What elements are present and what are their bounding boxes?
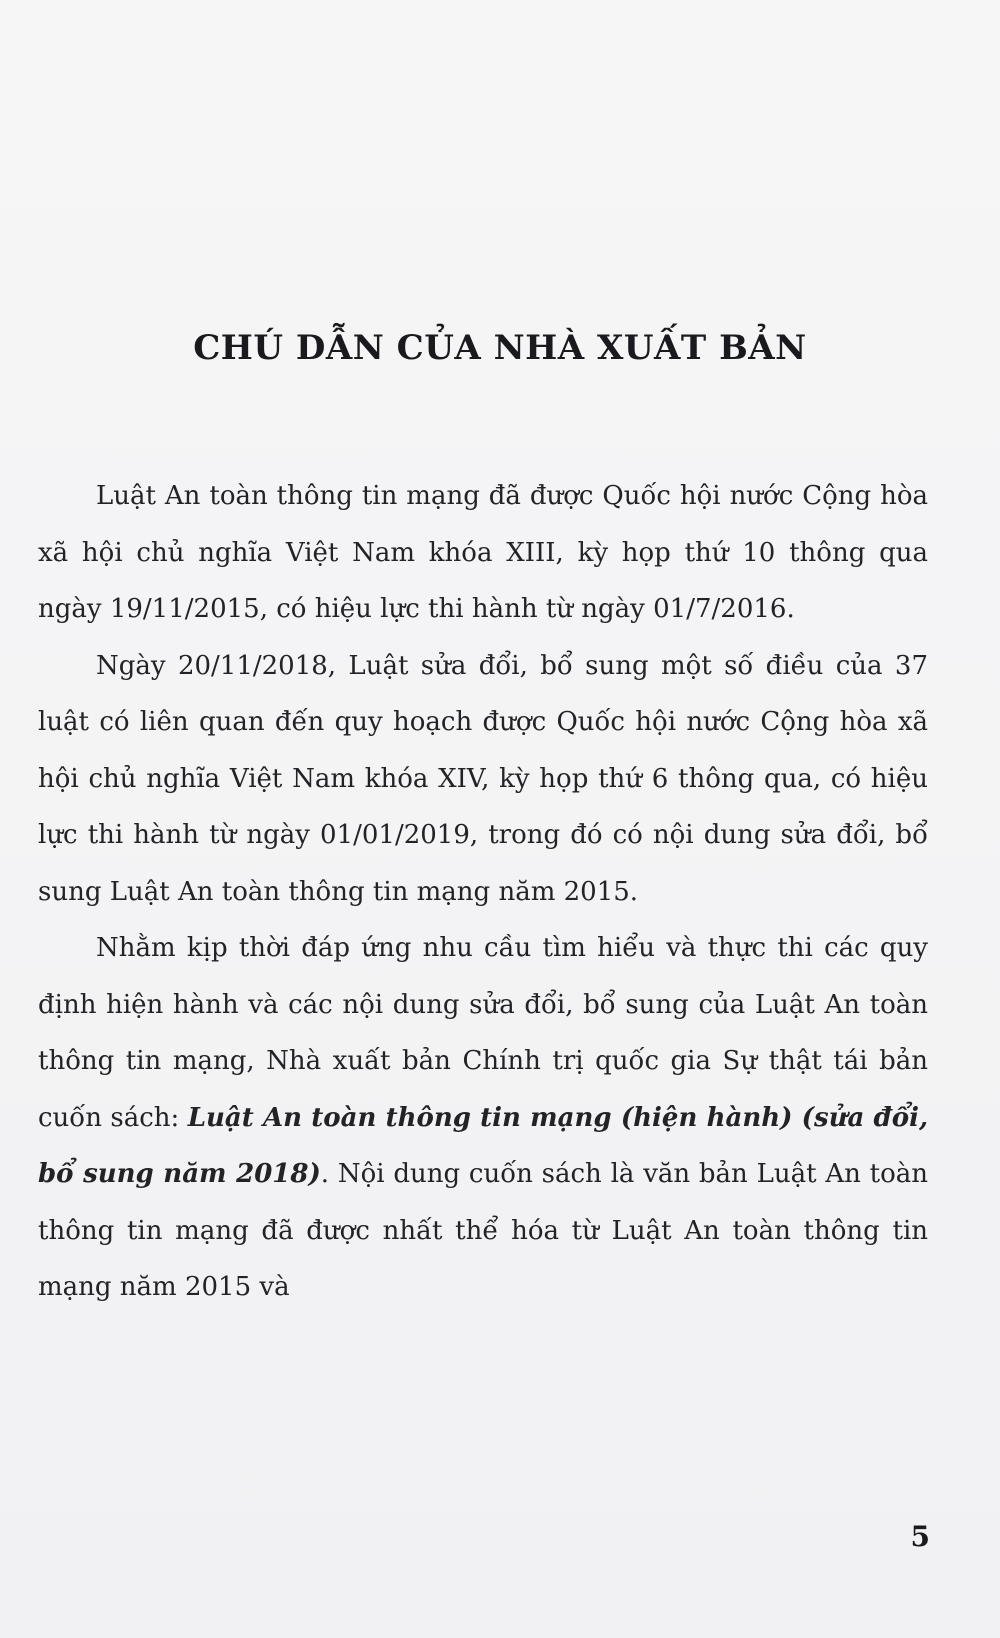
page-number: 5: [910, 1520, 930, 1553]
paragraph-2: Ngày 20/11/2018, Luật sửa đổi, bổ sung một số điều của 37 luật có liên quan đến quy hoạch được Quốc hội nước Cộng hòa xã hội chủ nghĩa Việt Nam khóa XIV, kỳ họp thứ 6 thông qua, có hiệu lực thi hành từ ngày 01/01/2019, trong đó có nội dung sửa đổi, bổ sung Luật An toàn thông tin mạng năm 2015.: [38, 650, 928, 907]
paragraph-1: Luật An toàn thông tin mạng đã được Quốc hội nước Cộng hòa xã hội chủ nghĩa Việt Nam khóa XIII, kỳ họp thứ 10 thông qua ngày 19/11/2015, có hiệu lực thi hành từ ngày 01/7/2016.: [38, 481, 928, 624]
paragraph-3: [38, 920, 928, 1316]
body-text: [38, 468, 928, 1316]
paragraph-3-tail: . Nội dung cuốn sách là văn bản Luật An toàn thông tin mạng đã được nhất thể hóa từ Luật An toàn thông tin mạng năm 2015 và: [38, 1159, 928, 1302]
paragraph-3-lead: Nhằm kịp thời đáp ứng nhu cầu tìm hiểu và thực thi các quy định hiện hành và các nội dung sửa đổi, bổ sung của Luật An toàn thông tin mạng, Nhà xuất bản Chính trị quốc gia Sự thật tái bản cuốn sách:: [38, 933, 928, 1133]
book-title-emphasis: Luật An toàn thông tin mạng (hiện hành) (sửa đổi, bổ sung năm 2018): [38, 1102, 928, 1189]
page-title: CHÚ DẪN CỦA NHÀ XUẤT BẢN: [193, 328, 807, 368]
